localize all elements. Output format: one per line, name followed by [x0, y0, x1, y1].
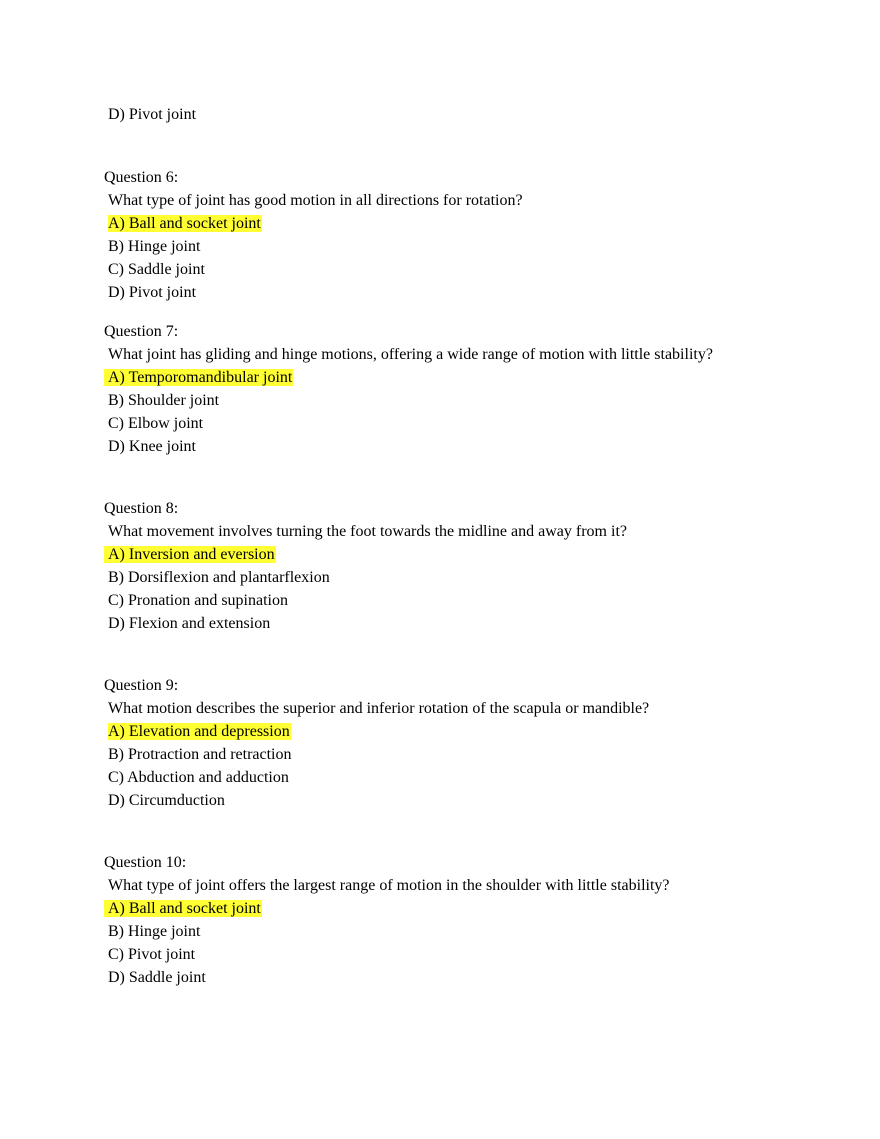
- question-9-option-b: B) Protraction and retraction: [108, 746, 292, 763]
- question-7-option-c: C) Elbow joint: [108, 415, 204, 432]
- question-10-prompt: What type of joint offers the largest range of motion in the shoulder with little stability?: [108, 877, 670, 894]
- question-10-option-b: B) Hinge joint: [108, 923, 201, 940]
- answer-highlight: A) Temporomandibular joint: [104, 369, 293, 386]
- question-8-heading: Question 8:: [104, 500, 179, 517]
- question-9-option-a: [108, 720, 291, 743]
- question-9-heading: Question 9:: [104, 677, 179, 694]
- answer-highlight: A) Ball and socket joint: [108, 215, 261, 232]
- question-10-heading: Question 10:: [104, 854, 187, 871]
- question-7-option-b: B) Shoulder joint: [108, 392, 220, 409]
- question-8-option-d: D) Flexion and extension: [108, 615, 271, 632]
- question-7-prompt: What joint has gliding and hinge motions, offering a wide range of motion with little stability?: [108, 346, 713, 363]
- question-10-option-a: [104, 897, 262, 920]
- question-9-option-c: C) Abduction and adduction: [108, 769, 289, 786]
- question-8-option-c: C) Pronation and supination: [108, 592, 288, 609]
- question-6-option-d: D) Pivot joint: [108, 284, 197, 301]
- question-7-option-d: D) Knee joint: [108, 438, 196, 455]
- question-8-option-a: [104, 543, 276, 566]
- question-7-option-a: [104, 366, 293, 389]
- carryover-option-d: D) Pivot joint: [108, 106, 197, 123]
- answer-highlight: A) Inversion and eversion: [104, 546, 276, 563]
- question-8-prompt: What movement involves turning the foot towards the midline and away from it?: [108, 523, 627, 540]
- question-9-prompt: What motion describes the superior and inferior rotation of the scapula or mandible?: [108, 700, 650, 717]
- question-6-option-b: B) Hinge joint: [108, 238, 201, 255]
- answer-highlight: A) Ball and socket joint: [104, 900, 262, 917]
- question-7-heading: Question 7:: [104, 323, 179, 340]
- question-10-option-d: D) Saddle joint: [108, 969, 206, 986]
- answer-highlight: A) Elevation and depression: [108, 723, 290, 740]
- question-8-option-b: B) Dorsiflexion and plantarflexion: [108, 569, 330, 586]
- question-9-option-d: D) Circumduction: [108, 792, 225, 809]
- question-6-option-c: C) Saddle joint: [108, 261, 205, 278]
- question-10-option-c: C) Pivot joint: [108, 946, 196, 963]
- question-6-prompt: What type of joint has good motion in all directions for rotation?: [108, 192, 523, 209]
- question-6-option-a: [108, 212, 262, 235]
- question-6-heading: Question 6:: [104, 169, 179, 186]
